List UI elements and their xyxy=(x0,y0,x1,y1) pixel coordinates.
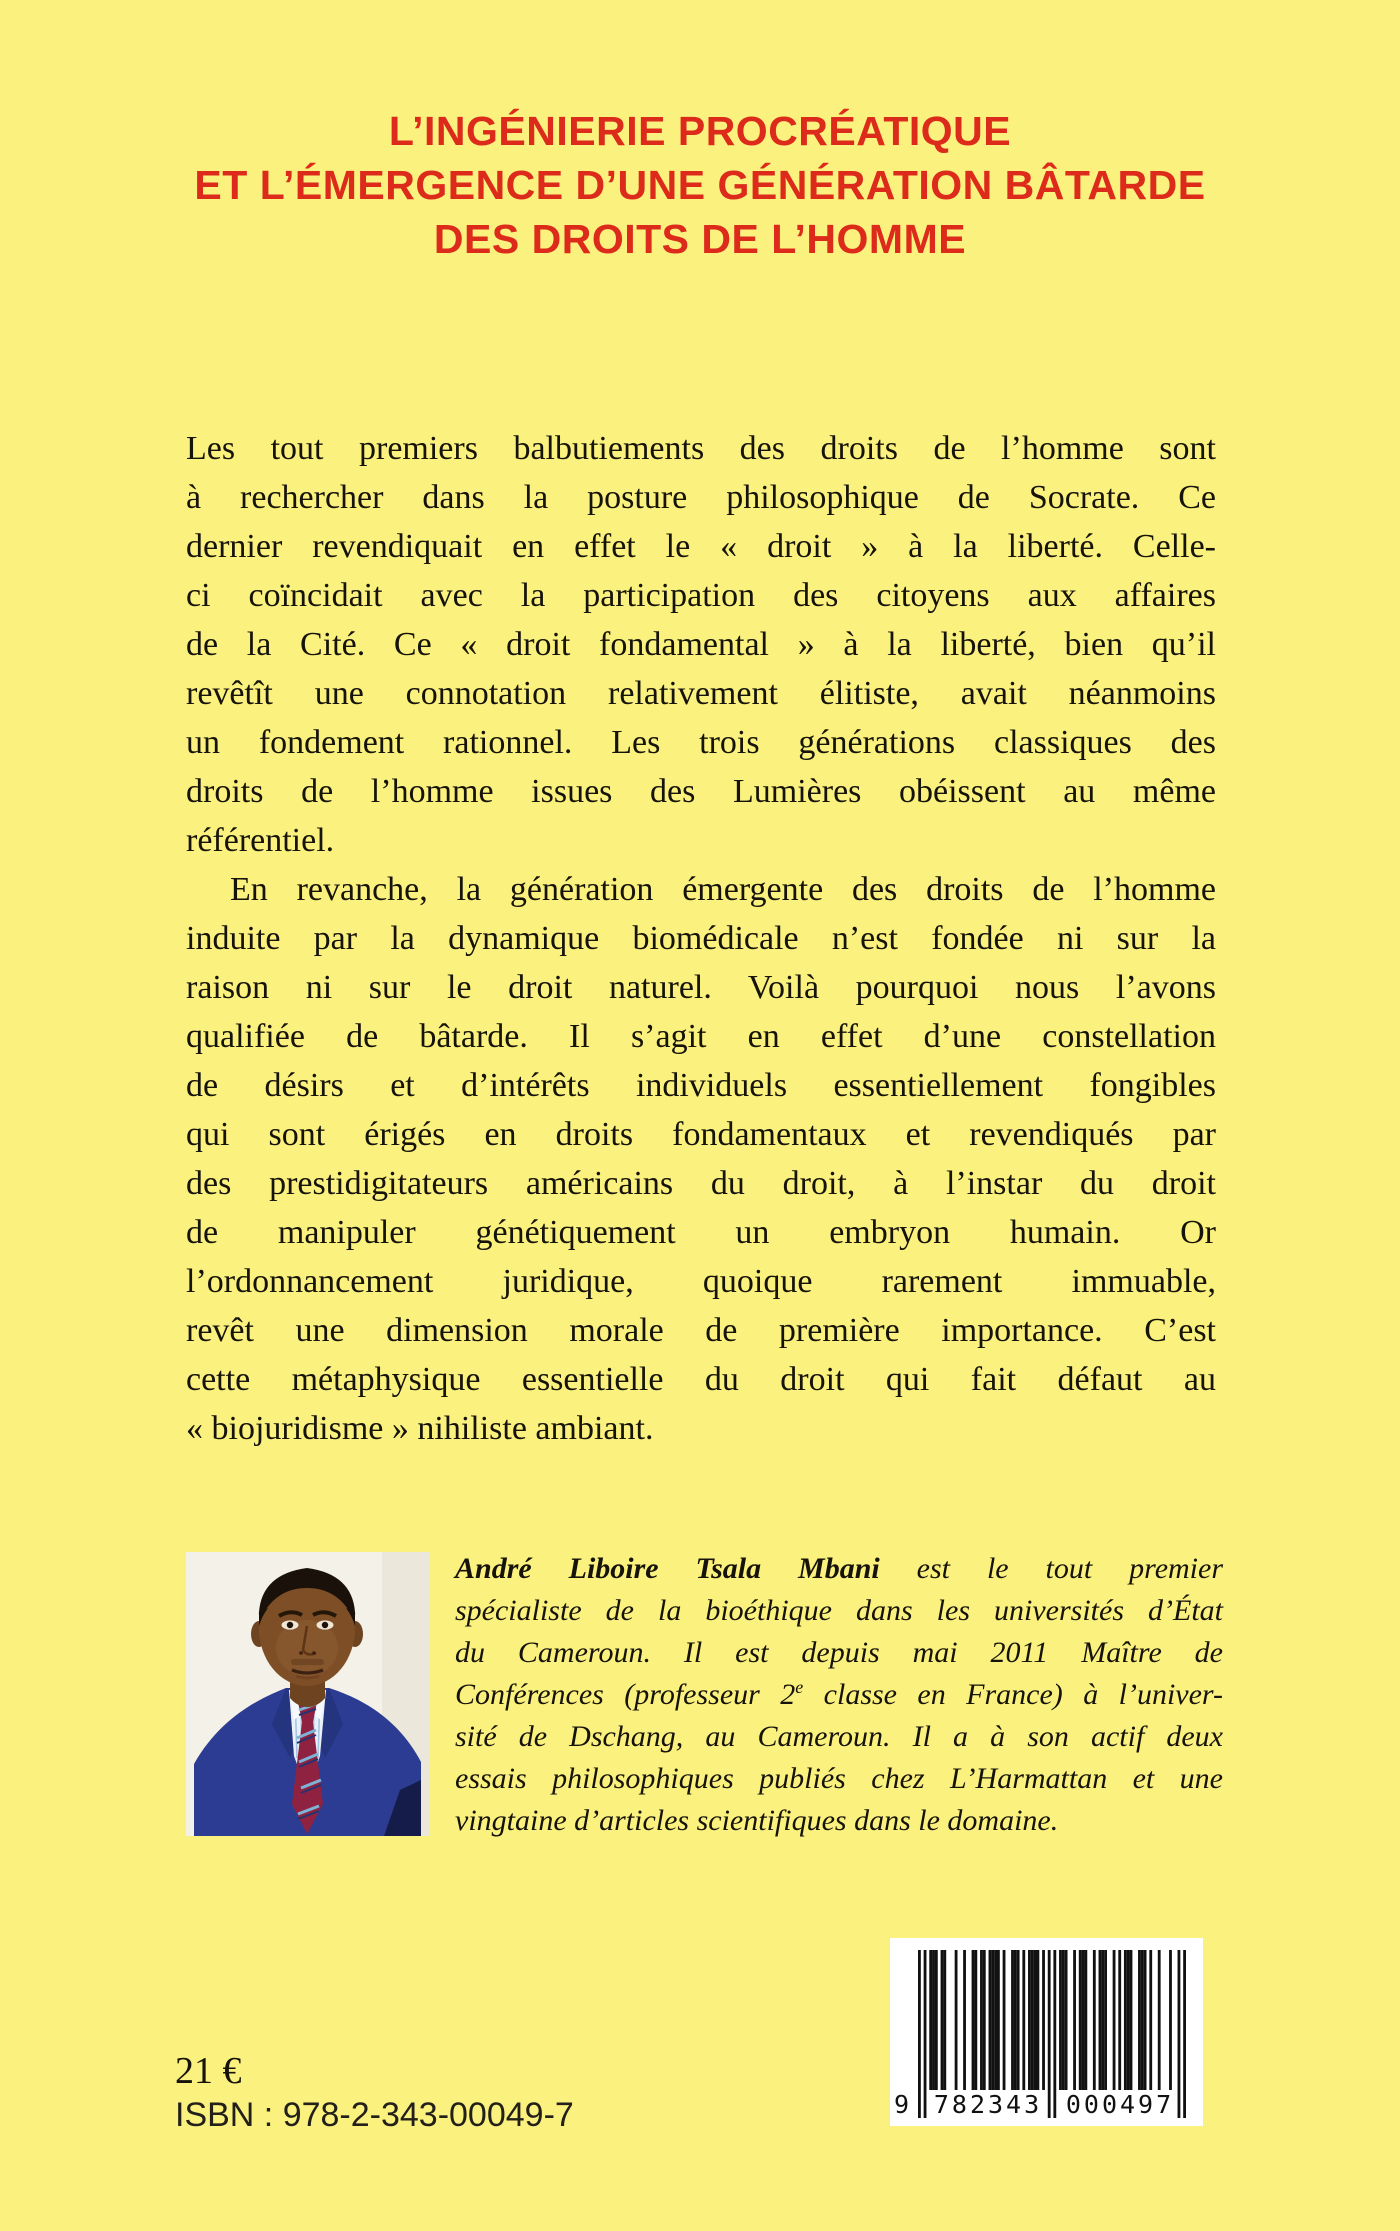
price-label: 21 € xyxy=(175,2050,242,2092)
synopsis-paragraph-2 xyxy=(186,865,1216,1453)
synopsis-line: revêt une dimension morale de première importance. C’est xyxy=(186,1312,1216,1349)
synopsis-line: l’ordonnancement juridique, quoique rarement immuable, xyxy=(186,1263,1216,1300)
synopsis-line: un fondement rationnel. Les trois générations classiques des xyxy=(186,724,1216,761)
synopsis-line: Les tout premiers balbutiements des droits de l’homme sont xyxy=(186,430,1216,467)
synopsis-line: qualifiée de bâtarde. Il s’agit en effet d’une constellation xyxy=(186,1018,1216,1055)
synopsis-line: à rechercher dans la posture philosophique de Socrate. Ce xyxy=(186,479,1216,516)
synopsis-line: de la Cité. Ce « droit fondamental » à la liberté, bien qu’il xyxy=(186,626,1216,663)
bio-line: du Cameroun. Il est depuis mai 2011 Maître de xyxy=(455,1636,1223,1669)
synopsis xyxy=(186,424,1216,1453)
barcode-digits-right: 000497 xyxy=(1065,2090,1175,2119)
synopsis-line: induite par la dynamique biomédicale n’est fondée ni sur la xyxy=(186,920,1216,957)
synopsis-line: dernier revendiquait en effet le « droit » à la liberté. Celle- xyxy=(186,528,1216,565)
synopsis-line: En revanche, la génération émergente des droits de l’homme xyxy=(230,871,1216,908)
barcode-bars-area xyxy=(894,1950,1186,2119)
author-name: André Liboire Tsala Mbani xyxy=(455,1552,880,1585)
synopsis-line: des prestidigitateurs américains du droit, à l’instar du droit xyxy=(186,1165,1216,1202)
bio-line: Conférences (professeur 2e classe en France) à l’univer- xyxy=(455,1677,1224,1711)
bio-line: vingtaine d’articles scientifiques dans le domaine. xyxy=(455,1804,1059,1837)
author-bio xyxy=(455,1548,1223,1842)
author-photo xyxy=(186,1552,429,1836)
bio-line: essais philosophiques publiés chez L’Harmattan et une xyxy=(455,1762,1223,1795)
synopsis-line: ci coïncidait avec la participation des citoyens aux affaires xyxy=(186,577,1216,614)
isbn-label: ISBN : 978-2-343-00049-7 xyxy=(175,2096,574,2134)
synopsis-line: cette métaphysique essentielle du droit qui fait défaut au xyxy=(186,1361,1216,1398)
title-line: DES DROITS DE L’HOMME xyxy=(433,216,967,262)
barcode xyxy=(890,1938,1203,2126)
bio-line: André Liboire Tsala Mbani est le tout premier xyxy=(455,1552,1223,1585)
synopsis-line: revêtît une connotation relativement élitiste, avait néanmoins xyxy=(186,675,1216,712)
title-line: ET L’ÉMERGENCE D’UNE GÉNÉRATION BÂTARDE xyxy=(194,162,1206,208)
synopsis-line: de désirs et d’intérêts individuels essentiellement fongibles xyxy=(186,1067,1216,1104)
synopsis-line: référentiel. xyxy=(186,822,335,859)
synopsis-line: « biojuridisme » nihiliste ambiant. xyxy=(186,1410,654,1447)
barcode-digits-left: 782343 xyxy=(933,2090,1043,2119)
title-line: L’INGÉNIERIE PROCRÉATIQUE xyxy=(388,108,1012,154)
barcode-digit-first: 9 xyxy=(894,2090,910,2119)
bio-line: sité de Dschang, au Cameroun. Il a à son actif deux xyxy=(455,1720,1223,1753)
synopsis-line: qui sont érigés en droits fondamentaux et revendiqués par xyxy=(186,1116,1216,1153)
synopsis-line: raison ni sur le droit naturel. Voilà pourquoi nous l’avons xyxy=(186,969,1216,1006)
book-title xyxy=(0,104,1400,266)
synopsis-paragraph-1 xyxy=(186,424,1216,865)
synopsis-line: droits de l’homme issues des Lumières obéissent au même xyxy=(186,773,1216,810)
synopsis-line: de manipuler génétiquement un embryon humain. Or xyxy=(186,1214,1216,1251)
bio-line: spécialiste de la bioéthique dans les universités d’État xyxy=(455,1594,1223,1627)
